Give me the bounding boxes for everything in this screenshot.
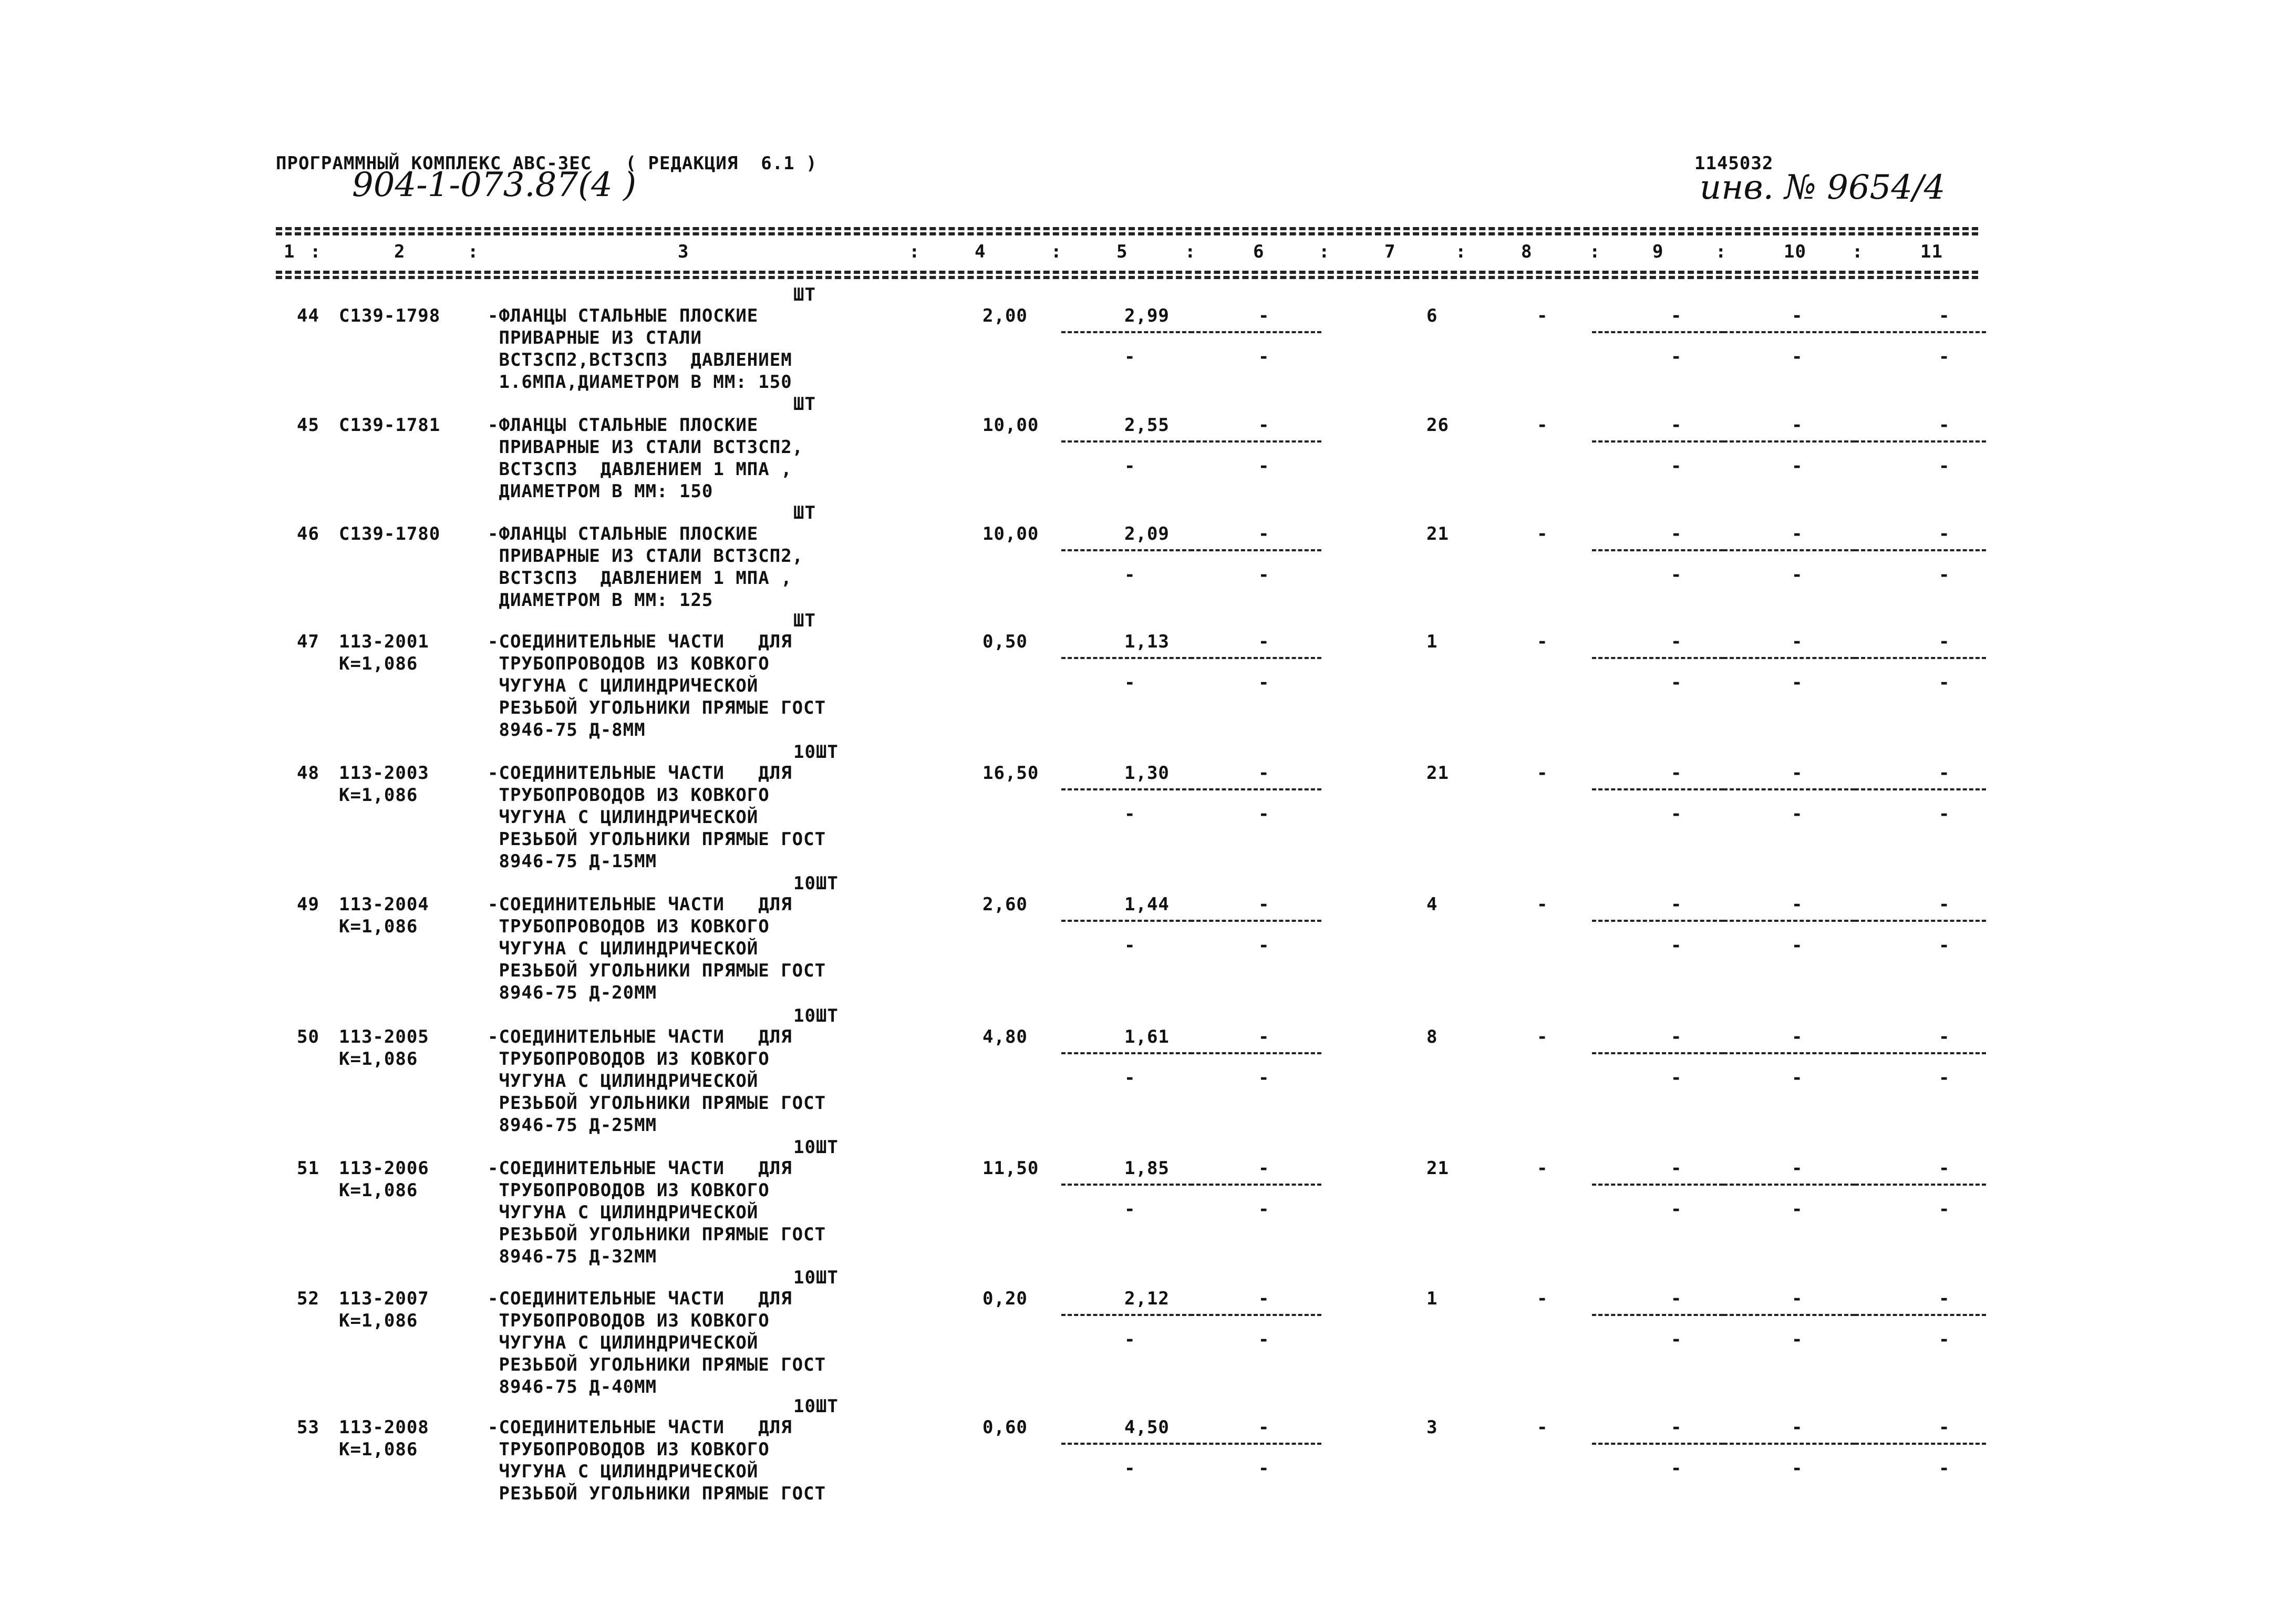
col11-value: -	[1939, 1158, 1950, 1179]
col8-value: -	[1537, 1158, 1548, 1179]
col9-divider	[1592, 1443, 1723, 1445]
col10-sub-value: -	[1792, 1067, 1803, 1088]
col10-value: -	[1792, 305, 1803, 326]
work-description: -ФЛАНЦЫ СТАЛЬНЫЕ ПЛОСКИЕ ПРИВАРНЫЕ ИЗ СТАЛИ ВСТ3СП2, ВСТ3СП3 ДАВЛЕНИЕМ 1 МПА , ДИАМЕТРОМ В ММ: 125	[488, 523, 804, 611]
col10-divider	[1723, 331, 1855, 333]
col10-divider	[1723, 1314, 1855, 1316]
col11-sub-value: -	[1939, 672, 1950, 693]
col8-value: -	[1537, 305, 1548, 326]
header-rule-bottom-2	[276, 276, 1978, 279]
col11-value: -	[1939, 415, 1950, 436]
col11-divider	[1855, 331, 1986, 333]
col-header-5: 5	[1116, 241, 1128, 262]
row-number: 49	[297, 894, 319, 915]
col-header-2: 2	[394, 241, 406, 262]
col6-sub-value: -	[1258, 804, 1270, 825]
col9-value: -	[1671, 523, 1682, 544]
table-row	[0, 1267, 2296, 1403]
col-header-9: 9	[1652, 241, 1664, 262]
col10-divider	[1723, 440, 1855, 443]
row-number: 52	[297, 1288, 319, 1309]
row-number: 45	[297, 415, 319, 436]
work-description: -СОЕДИНИТЕЛЬНЫЕ ЧАСТИ ДЛЯ ТРУБОПРОВОДОВ ИЗ КОВКОГО ЧУГУНА С ЦИЛИНДРИЧЕСКОЙ РЕЗЬБОЙ УГОЛЬНИКИ ПРЯМЫЕ ГОСТ 8946-75 Д-8ММ	[488, 631, 826, 741]
col10-sub-value: -	[1792, 935, 1803, 956]
unit-label: 10ШТ	[793, 1137, 839, 1158]
table-row	[0, 1395, 2296, 1532]
col6-value: -	[1258, 415, 1270, 436]
quantity: 0,50	[982, 631, 1028, 652]
col5-sub-value: -	[1124, 672, 1136, 693]
col6-divider	[1190, 549, 1321, 551]
col11-divider	[1855, 549, 1986, 551]
col6-sub-value: -	[1258, 672, 1270, 693]
col6-divider	[1190, 1443, 1321, 1445]
col10-value: -	[1792, 894, 1803, 915]
price-code: 113-2004	[339, 894, 429, 915]
col9-value: -	[1671, 1026, 1682, 1047]
table-row	[0, 741, 2296, 878]
header-rule-top	[276, 227, 1978, 230]
col9-value: -	[1671, 1158, 1682, 1179]
col9-value: -	[1671, 1417, 1682, 1438]
work-description: -СОЕДИНИТЕЛЬНЫЕ ЧАСТИ ДЛЯ ТРУБОПРОВОДОВ ИЗ КОВКОГО ЧУГУНА С ЦИЛИНДРИЧЕСКОЙ РЕЗЬБОЙ УГОЛЬНИКИ ПРЯМЫЕ ГОСТ 8946-75 Д-32ММ	[488, 1158, 826, 1267]
col9-divider	[1592, 920, 1723, 922]
work-description: -СОЕДИНИТЕЛЬНЫЕ ЧАСТИ ДЛЯ ТРУБОПРОВОДОВ ИЗ КОВКОГО ЧУГУНА С ЦИЛИНДРИЧЕСКОЙ РЕЗЬБОЙ УГОЛЬНИКИ ПРЯМЫЕ ГОСТ 8946-75 Д-15ММ	[488, 763, 826, 872]
col5-sub-value: -	[1124, 1458, 1136, 1479]
col-header-1: 1	[284, 241, 295, 262]
col5-divider	[1061, 920, 1193, 922]
work-description: -ФЛАНЦЫ СТАЛЬНЫЕ ПЛОСКИЕ ПРИВАРНЫЕ ИЗ СТАЛИ ВСТ3СП2,ВСТ3СП3 ДАВЛЕНИЕМ 1.6МПА,ДИАМЕТРОМ В ММ: 150	[488, 305, 792, 393]
quantity: 0,20	[982, 1288, 1028, 1309]
col11-sub-value: -	[1939, 564, 1950, 585]
work-description: -СОЕДИНИТЕЛЬНЫЕ ЧАСТИ ДЛЯ ТРУБОПРОВОДОВ ИЗ КОВКОГО ЧУГУНА С ЦИЛИНДРИЧЕСКОЙ РЕЗЬБОЙ УГОЛЬНИКИ ПРЯМЫЕ ГОСТ	[488, 1417, 826, 1504]
col5-value: 2,12	[1124, 1288, 1170, 1309]
col11-divider	[1855, 1052, 1986, 1054]
col-header-3: 3	[678, 241, 689, 262]
row-number: 47	[297, 631, 319, 652]
unit-label: 10ШТ	[793, 742, 839, 763]
unit-label: ШТ	[793, 610, 816, 631]
work-description: -СОЕДИНИТЕЛЬНЫЕ ЧАСТИ ДЛЯ ТРУБОПРОВОДОВ ИЗ КОВКОГО ЧУГУНА С ЦИЛИНДРИЧЕСКОЙ РЕЗЬБОЙ УГОЛЬНИКИ ПРЯМЫЕ ГОСТ 8946-75 Д-25ММ	[488, 1026, 826, 1136]
col9-sub-value: -	[1671, 346, 1682, 367]
col6-value: -	[1258, 1158, 1270, 1179]
col5-sub-value: -	[1124, 1067, 1136, 1088]
unit-label: ШТ	[793, 284, 816, 305]
col6-value: -	[1258, 1026, 1270, 1047]
col10-divider	[1723, 657, 1855, 659]
program-line: ПРОГРАММНЫЙ КОМПЛЕКС АВС-ЗЕС ( РЕДАКЦИЯ 6.1 )	[276, 153, 818, 174]
col11-divider	[1855, 788, 1986, 790]
coefficient: К=1,086	[339, 1048, 418, 1070]
col-header-6: 6	[1253, 241, 1265, 262]
col11-divider	[1855, 1443, 1986, 1445]
unit-label: ШТ	[793, 502, 816, 523]
col8-value: -	[1537, 763, 1548, 784]
quantity: 10,00	[982, 523, 1039, 544]
col-header-8: 8	[1521, 241, 1533, 262]
col6-divider	[1190, 1314, 1321, 1316]
col5-value: 1,85	[1124, 1158, 1170, 1179]
col5-sub-value: -	[1124, 1199, 1136, 1220]
col10-value: -	[1792, 763, 1803, 784]
price-code: С139-1781	[339, 415, 441, 436]
col6-sub-value: -	[1258, 935, 1270, 956]
col7-value: 4	[1426, 894, 1438, 915]
col9-sub-value: -	[1671, 456, 1682, 477]
col9-sub-value: -	[1671, 1199, 1682, 1220]
col9-divider	[1592, 657, 1723, 659]
col6-divider	[1190, 920, 1321, 922]
col10-sub-value: -	[1792, 346, 1803, 367]
table-row	[0, 1005, 2296, 1142]
col11-value: -	[1939, 305, 1950, 326]
col10-sub-value: -	[1792, 456, 1803, 477]
col8-value: -	[1537, 1417, 1548, 1438]
row-number: 53	[297, 1417, 319, 1438]
price-code: 113-2001	[339, 631, 429, 652]
col11-sub-value: -	[1939, 1067, 1950, 1088]
col6-divider	[1190, 788, 1321, 790]
col10-value: -	[1792, 1288, 1803, 1309]
col10-value: -	[1792, 631, 1803, 652]
col10-value: -	[1792, 1158, 1803, 1179]
col9-divider	[1592, 1314, 1723, 1316]
col9-sub-value: -	[1671, 564, 1682, 585]
col10-value: -	[1792, 415, 1803, 436]
col8-value: -	[1537, 1288, 1548, 1309]
quantity: 16,50	[982, 763, 1039, 784]
col-header-10: 10	[1784, 241, 1806, 262]
col11-sub-value: -	[1939, 346, 1950, 367]
col6-divider	[1190, 331, 1321, 333]
col9-sub-value: -	[1671, 935, 1682, 956]
unit-label: 10ШТ	[793, 1396, 839, 1417]
row-number: 50	[297, 1026, 319, 1047]
row-number: 51	[297, 1158, 319, 1179]
document-page: ПРОГРАММНЫЙ КОМПЛЕКС АВС-ЗЕС ( РЕДАКЦИЯ 6.1 ) 904-1-073.87(4 ) 1145032 инв. № 9654/4 1 : 2 : 3 : 4 : 5 : 6 : 7 : 8 : 9 : 10 : 11 ШТ 44 С139-1798 -ФЛАНЦЫ СТАЛЬНЫЕ ПЛОСКИЕ ПРИВАРНЫЕ ИЗ СТАЛИ ВСТ3СП2,ВСТ3СП3 ДАВЛЕНИЕМ 1.6МПА,ДИАМЕТРОМ В ММ: 150 2,00 2,99 - 6 - - - - - - - - - ШТ 45 С139-1781 -ФЛАНЦЫ СТАЛЬНЫЕ ПЛОСКИЕ ПРИВАРНЫЕ ИЗ СТАЛИ ВСТ3СП2, ВСТ3СП3 ДАВЛЕНИЕМ 1 МПА , ДИАМЕТРОМ В ММ: 150 10,00 2,55 - 26 - - - - - - - - - ШТ 46 С139-1780 -ФЛАНЦЫ СТАЛЬНЫЕ ПЛОСКИЕ ПРИВАРНЫЕ ИЗ СТАЛИ ВСТ3СП2, ВСТ3СП3 ДАВЛЕНИЕМ 1 МПА , ДИАМЕТРОМ В ММ: 125 10,00 2,09 - 21 - - - - - - - - - ШТ 47 113-2001 К=1,086 -СОЕДИНИТЕЛЬНЫЕ ЧАСТИ ДЛЯ ТРУБОПРОВОДОВ ИЗ КОВКОГО ЧУГУНА С ЦИЛИНДРИЧЕСКОЙ РЕЗЬБОЙ УГОЛЬНИКИ ПРЯМЫЕ ГОСТ 8946-75 Д-8ММ 0,50 1,13 - 1 - - - - - - - - - 10ШТ 48 113-2003 К=1,086 -СОЕДИНИТЕЛЬНЫЕ ЧАСТИ ДЛЯ ТРУБОПРОВОДОВ ИЗ КОВКОГО ЧУГУНА С ЦИЛИНДРИЧЕСКОЙ РЕЗЬБОЙ УГОЛЬНИКИ ПРЯМЫЕ ГОСТ 8946-75 Д-15ММ 16,50 1,30 - 21 - - - - - - - - - 10ШТ 49 113-2004 К=1,086 -СОЕДИНИТЕЛЬНЫЕ ЧАСТИ ДЛЯ ТРУБОПРОВОДОВ ИЗ КОВКОГО ЧУГУНА С ЦИЛИНДРИЧЕСКОЙ РЕЗЬБОЙ УГОЛЬНИКИ ПРЯМЫЕ ГОСТ 8946-75 Д-20ММ 2,60 1,44 - 4 - - - - - - - - - 10ШТ 50 113-2005 К=1,086 -СОЕДИНИТЕЛЬНЫЕ ЧАСТИ ДЛЯ ТРУБОПРОВОДОВ ИЗ КОВКОГО ЧУГУНА С ЦИЛИНДРИЧЕСКОЙ РЕЗЬБОЙ УГОЛЬНИКИ ПРЯМЫЕ ГОСТ 8946-75 Д-25ММ 4,80 1,61 - 8 - - - - - - - - - 10ШТ 51 113-2006 К=1,086 -СОЕДИНИТЕЛЬНЫЕ ЧАСТИ ДЛЯ ТРУБОПРОВОДОВ ИЗ КОВКОГО ЧУГУНА С ЦИЛИНДРИЧЕСКОЙ РЕЗЬБОЙ УГОЛЬНИКИ ПРЯМЫЕ ГОСТ 8946-75 Д-32ММ 11,50 1,85 - 21 - - - - - - - - - 10ШТ 52 113-2007 К=1,086 -СОЕДИНИТЕЛЬНЫЕ ЧАСТИ ДЛЯ ТРУБОПРОВОДОВ ИЗ КОВКОГО ЧУГУНА С ЦИЛИНДРИЧЕСКОЙ РЕЗЬБОЙ УГОЛЬНИКИ ПРЯМЫЕ ГОСТ 8946-75 Д-40ММ 0,20 2,12 - 1 - - - - - - - - - 10ШТ 53 113-2008 К=1,086 -СОЕДИНИТЕЛЬНЫЕ ЧАСТИ ДЛЯ ТРУБОПРОВОДОВ ИЗ КОВКОГО ЧУГУНА С ЦИЛИНДРИЧЕСКОЙ РЕЗЬБОЙ УГОЛЬНИКИ ПРЯМЫЕ ГОСТ 0,60 4,50 - 3 - - - - - - - - -	[0, 0, 2296, 1614]
col5-divider	[1061, 1184, 1193, 1186]
col7-value: 8	[1426, 1026, 1438, 1047]
col11-value: -	[1939, 894, 1950, 915]
unit-label: 10ШТ	[793, 1267, 839, 1288]
col11-value: -	[1939, 523, 1950, 544]
col6-value: -	[1258, 523, 1270, 544]
col9-value: -	[1671, 305, 1682, 326]
price-code: С139-1780	[339, 523, 441, 544]
col11-value: -	[1939, 763, 1950, 784]
doc-code-handwritten: 904-1-073.87(4 )	[352, 166, 637, 204]
col9-sub-value: -	[1671, 672, 1682, 693]
col11-divider	[1855, 440, 1986, 443]
col11-sub-value: -	[1939, 804, 1950, 825]
table-row	[0, 872, 2296, 1009]
col11-sub-value: -	[1939, 456, 1950, 477]
col5-value: 1,61	[1124, 1026, 1170, 1047]
col10-divider	[1723, 1184, 1855, 1186]
price-code: 113-2006	[339, 1158, 429, 1179]
col10-sub-value: -	[1792, 672, 1803, 693]
col5-divider	[1061, 788, 1193, 790]
quantity: 11,50	[982, 1158, 1039, 1179]
col6-value: -	[1258, 894, 1270, 915]
col10-sub-value: -	[1792, 1199, 1803, 1220]
quantity: 10,00	[982, 415, 1039, 436]
col11-divider	[1855, 920, 1986, 922]
work-description: -СОЕДИНИТЕЛЬНЫЕ ЧАСТИ ДЛЯ ТРУБОПРОВОДОВ ИЗ КОВКОГО ЧУГУНА С ЦИЛИНДРИЧЕСКОЙ РЕЗЬБОЙ УГОЛЬНИКИ ПРЯМЫЕ ГОСТ 8946-75 Д-20ММ	[488, 894, 826, 1003]
price-code: С139-1798	[339, 305, 441, 326]
col6-sub-value: -	[1258, 456, 1270, 477]
col10-divider	[1723, 788, 1855, 790]
col5-sub-value: -	[1124, 935, 1136, 956]
unit-label: 10ШТ	[793, 1005, 839, 1026]
col7-value: 21	[1426, 763, 1449, 784]
col9-value: -	[1671, 894, 1682, 915]
table-row	[0, 1136, 2296, 1273]
col5-sub-value: -	[1124, 564, 1136, 585]
col6-sub-value: -	[1258, 1067, 1270, 1088]
col5-divider	[1061, 1443, 1193, 1445]
col6-sub-value: -	[1258, 1329, 1270, 1350]
header-rule-top-2	[276, 232, 1978, 235]
col9-sub-value: -	[1671, 1067, 1682, 1088]
sheet-number: 1145032	[1694, 153, 1774, 174]
col6-divider	[1190, 1052, 1321, 1054]
col7-value: 26	[1426, 415, 1449, 436]
col9-divider	[1592, 549, 1723, 551]
col7-value: 21	[1426, 1158, 1449, 1179]
col10-divider	[1723, 1443, 1855, 1445]
work-description: -СОЕДИНИТЕЛЬНЫЕ ЧАСТИ ДЛЯ ТРУБОПРОВОДОВ ИЗ КОВКОГО ЧУГУНА С ЦИЛИНДРИЧЕСКОЙ РЕЗЬБОЙ УГОЛЬНИКИ ПРЯМЫЕ ГОСТ 8946-75 Д-40ММ	[488, 1288, 826, 1397]
col11-divider	[1855, 1314, 1986, 1316]
quantity: 2,00	[982, 305, 1028, 326]
col10-value: -	[1792, 1417, 1803, 1438]
col8-value: -	[1537, 894, 1548, 915]
coefficient: К=1,086	[339, 1439, 418, 1460]
col10-value: -	[1792, 523, 1803, 544]
col6-divider	[1190, 1184, 1321, 1186]
col11-sub-value: -	[1939, 1329, 1950, 1350]
col-header-7: 7	[1384, 241, 1396, 262]
unit-label: 10ШТ	[793, 873, 839, 894]
col6-value: -	[1258, 763, 1270, 784]
col9-value: -	[1671, 1288, 1682, 1309]
col10-sub-value: -	[1792, 1458, 1803, 1479]
col8-value: -	[1537, 631, 1548, 652]
coefficient: К=1,086	[339, 1180, 418, 1201]
col-header-4: 4	[975, 241, 986, 262]
col10-divider	[1723, 1052, 1855, 1054]
col5-value: 1,13	[1124, 631, 1170, 652]
coefficient: К=1,086	[339, 1310, 418, 1331]
col7-value: 1	[1426, 631, 1438, 652]
col9-value: -	[1671, 631, 1682, 652]
col11-sub-value: -	[1939, 1199, 1950, 1220]
col5-sub-value: -	[1124, 804, 1136, 825]
col-header-11: 11	[1920, 241, 1943, 262]
col10-divider	[1723, 920, 1855, 922]
col9-divider	[1592, 1052, 1723, 1054]
table-row	[0, 610, 2296, 746]
work-description: -ФЛАНЦЫ СТАЛЬНЫЕ ПЛОСКИЕ ПРИВАРНЫЕ ИЗ СТАЛИ ВСТ3СП2, ВСТ3СП3 ДАВЛЕНИЕМ 1 МПА , ДИАМЕТРОМ В ММ: 150	[488, 415, 804, 502]
col11-sub-value: -	[1939, 1458, 1950, 1479]
col8-value: -	[1537, 415, 1548, 436]
col5-sub-value: -	[1124, 346, 1136, 367]
col5-divider	[1061, 1052, 1193, 1054]
col6-sub-value: -	[1258, 1199, 1270, 1220]
col10-value: -	[1792, 1026, 1803, 1047]
col5-value: 2,55	[1124, 415, 1170, 436]
quantity: 2,60	[982, 894, 1028, 915]
quantity: 4,80	[982, 1026, 1028, 1047]
row-number: 44	[297, 305, 319, 326]
col11-sub-value: -	[1939, 935, 1950, 956]
col7-value: 6	[1426, 305, 1438, 326]
row-number: 46	[297, 523, 319, 544]
col9-sub-value: -	[1671, 1458, 1682, 1479]
col9-divider	[1592, 331, 1723, 333]
col8-value: -	[1537, 523, 1548, 544]
quantity: 0,60	[982, 1417, 1028, 1438]
price-code: 113-2005	[339, 1026, 429, 1047]
col5-value: 2,99	[1124, 305, 1170, 326]
col5-sub-value: -	[1124, 1329, 1136, 1350]
row-number: 48	[297, 763, 319, 784]
col6-sub-value: -	[1258, 346, 1270, 367]
price-code: 113-2003	[339, 763, 429, 784]
col5-value: 1,44	[1124, 894, 1170, 915]
col9-divider	[1592, 440, 1723, 443]
col9-divider	[1592, 1184, 1723, 1186]
price-code: 113-2007	[339, 1288, 429, 1309]
col5-divider	[1061, 657, 1193, 659]
col5-value: 4,50	[1124, 1417, 1170, 1438]
col7-value: 1	[1426, 1288, 1438, 1309]
col6-value: -	[1258, 1288, 1270, 1309]
col6-value: -	[1258, 305, 1270, 326]
col5-divider	[1061, 440, 1193, 443]
col11-value: -	[1939, 1026, 1950, 1047]
col11-divider	[1855, 1184, 1986, 1186]
col9-value: -	[1671, 415, 1682, 436]
col5-divider	[1061, 331, 1193, 333]
col5-divider	[1061, 1314, 1193, 1316]
col10-sub-value: -	[1792, 1329, 1803, 1350]
col6-value: -	[1258, 631, 1270, 652]
col6-divider	[1190, 657, 1321, 659]
col11-divider	[1855, 657, 1986, 659]
col9-value: -	[1671, 763, 1682, 784]
col6-sub-value: -	[1258, 564, 1270, 585]
inventory-number-handwritten: инв. № 9654/4	[1700, 168, 1946, 207]
col9-sub-value: -	[1671, 804, 1682, 825]
col5-divider	[1061, 549, 1193, 551]
coefficient: К=1,086	[339, 785, 418, 806]
unit-label: ШТ	[793, 394, 816, 415]
col6-value: -	[1258, 1417, 1270, 1438]
col10-divider	[1723, 549, 1855, 551]
col11-value: -	[1939, 1417, 1950, 1438]
col5-value: 1,30	[1124, 763, 1170, 784]
coefficient: К=1,086	[339, 916, 418, 937]
col11-value: -	[1939, 631, 1950, 652]
col10-sub-value: -	[1792, 804, 1803, 825]
col5-sub-value: -	[1124, 456, 1136, 477]
col7-value: 3	[1426, 1417, 1438, 1438]
col6-divider	[1190, 440, 1321, 443]
col9-divider	[1592, 788, 1723, 790]
price-code: 113-2008	[339, 1417, 429, 1438]
header-rule-bottom	[276, 271, 1978, 274]
col5-value: 2,09	[1124, 523, 1170, 544]
col7-value: 21	[1426, 523, 1449, 544]
col6-sub-value: -	[1258, 1458, 1270, 1479]
col11-value: -	[1939, 1288, 1950, 1309]
coefficient: К=1,086	[339, 653, 418, 674]
col8-value: -	[1537, 1026, 1548, 1047]
col9-sub-value: -	[1671, 1329, 1682, 1350]
col10-sub-value: -	[1792, 564, 1803, 585]
